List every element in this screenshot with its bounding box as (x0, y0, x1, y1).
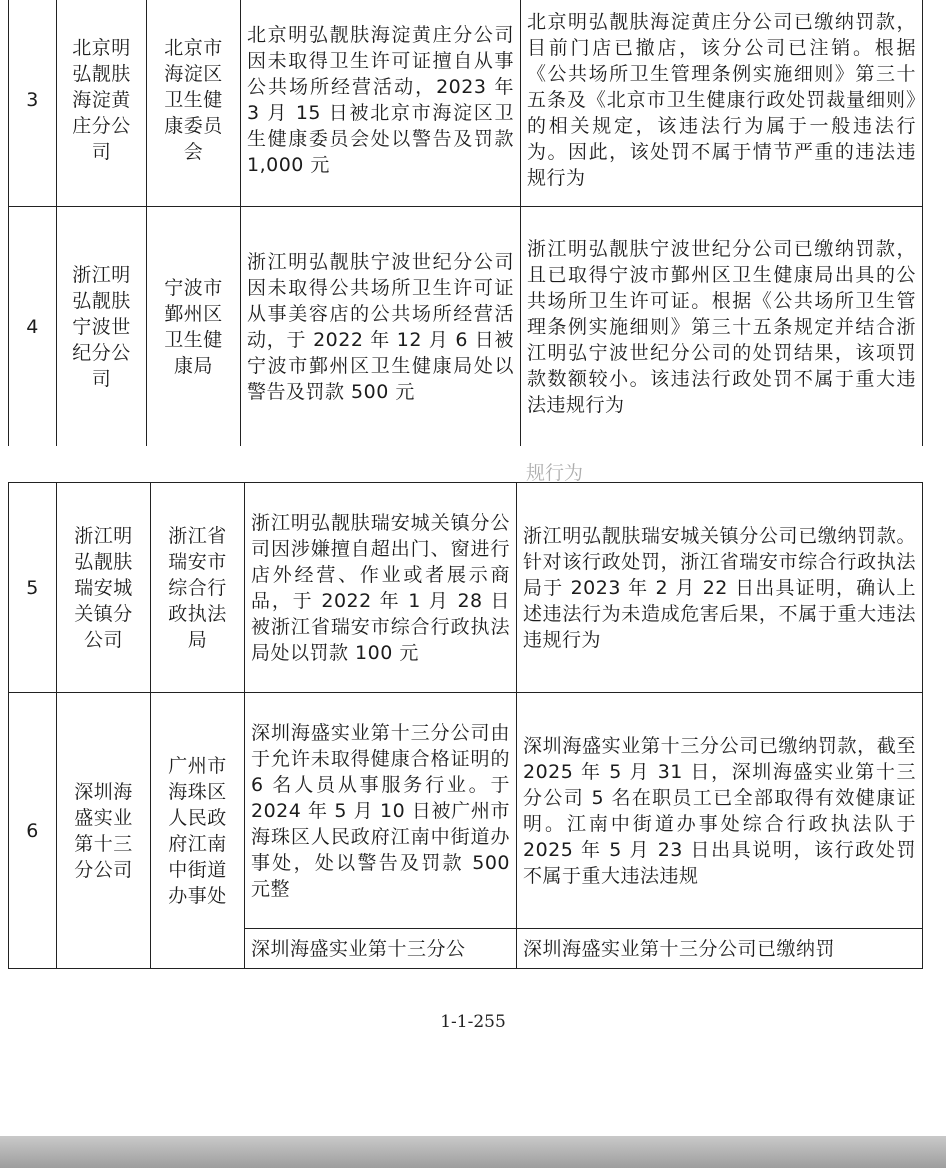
company-name-text: 深圳海 盛实业 第十三 分公司 (74, 780, 133, 881)
row-number: 3 (9, 0, 57, 207)
row-number: 4 (9, 207, 57, 447)
page-number: 1-1-255 (440, 1012, 506, 1032)
row-number: 6 (9, 693, 57, 969)
company-name-text: 浙江明 弘靓肤 瑞安城 关镇分 公司 (74, 524, 133, 651)
table-row (9, 207, 923, 447)
violation-facts: 北京明弘靓肤海淀黄庄分公司因未取得卫生许可证擅自从事公共场所经营活动，2023 年 3 月 15 日被北京市海淀区卫生健康委员会处以警告及罚款 1,000 元 (241, 0, 521, 207)
penalty-table-upper (8, 0, 923, 447)
compliance-opinion: 北京明弘靓肤海淀黄庄分公司已缴纳罚款，目前门店已撤店，该分公司已注销。根据《公共场所卫生管理条例实施细则》第三十五条及《北京市卫生健康行政处罚裁量细则》的相关规定，该违法行为属于一般违法行为。因此，该处罚不属于情节严重的违法违规行为 (521, 0, 923, 207)
authority-text: 北京市 海淀区 卫生健 康委员 会 (164, 36, 223, 163)
authority-text: 宁波市 鄞州区 卫生健 康局 (164, 276, 223, 377)
violation-facts: 深圳海盛实业第十三分公 (245, 929, 517, 969)
authority-text: 广州市 海珠区 人民政 府江南 中街道 办事处 (168, 754, 227, 907)
violation-facts: 浙江明弘靓肤宁波世纪分公司因未取得公共场所卫生许可证从事美容店的公共场所经营活动，于 2022 年 12 月 6 日被宁波市鄞州区卫生健康局处以警告及罚款 500 元 (241, 207, 521, 447)
table-row (9, 693, 923, 929)
compliance-opinion: 浙江明弘靓肤瑞安城关镇分公司已缴纳罚款。针对该行政处罚，浙江省瑞安市综合行政执法局于 2023 年 2 月 22 日出具证明，确认上述违法行为未造成危害后果，不属于重大违法违规行为 (517, 483, 923, 693)
page-upper (0, 0, 946, 448)
compliance-opinion: 浙江明弘靓肤宁波世纪分公司已缴纳罚款，且已取得宁波市鄞州区卫生健康局出具的公共场所卫生许可证。根据《公共场所卫生管理条例实施细则》第三十五条规定并结合浙江明弘宁波世纪分公司的处罚结果，该项罚款数额较小。该违法行政处罚不属于重大违法违规行为 (521, 207, 923, 447)
company-name (57, 693, 151, 969)
company-name-text: 浙江明 弘靓肤 宁波世 纪分公 司 (72, 263, 131, 390)
authority-text: 浙江省 瑞安市 综合行 政执法 局 (168, 524, 227, 651)
row-number: 5 (9, 483, 57, 693)
compliance-opinion: 深圳海盛实业第十三分公司已缴纳罚 (517, 929, 923, 969)
penalty-authority (147, 0, 241, 207)
page-lower (0, 462, 946, 1102)
company-name (57, 483, 151, 693)
penalty-table-lower (8, 482, 923, 969)
penalty-authority (151, 483, 245, 693)
company-name-text: 北京明 弘靓肤 海淀黄 庄分公 司 (72, 36, 131, 163)
cut-off-text-fragment (18, 462, 718, 484)
company-name (57, 0, 147, 207)
viewer-bottom-bar (0, 1136, 946, 1168)
violation-facts: 深圳海盛实业第十三分公司由于允许未取得健康合格证明的 6 名人员从事服务行业。于 2024 年 5 月 10 日被广州市海珠区人民政府江南中街道办事处，处以警告及罚款 500 元整 (245, 693, 517, 929)
violation-facts: 浙江明弘靓肤瑞安城关镇分公司因涉嫌擅自超出门、窗进行店外经营、作业或者展示商品，于 2022 年 1 月 28 日被浙江省瑞安市综合行政执法局处以罚款 100 元 (245, 483, 517, 693)
penalty-authority (147, 207, 241, 447)
page-separator (0, 446, 946, 462)
cut-off-text: 规行为 (526, 462, 584, 484)
table-row (9, 0, 923, 207)
table-row (9, 483, 923, 693)
penalty-authority (151, 693, 245, 969)
compliance-opinion: 深圳海盛实业第十三分公司已缴纳罚款，截至 2025 年 5 月 31 日，深圳海盛实业第十三分公司 5 名在职员工已全部取得有效健康证明。江南中街道办事处综合行政执法队于 2025 年 5 月 23 日出具说明，该行政处罚不属于重大违法违规 (517, 693, 923, 929)
company-name (57, 207, 147, 447)
